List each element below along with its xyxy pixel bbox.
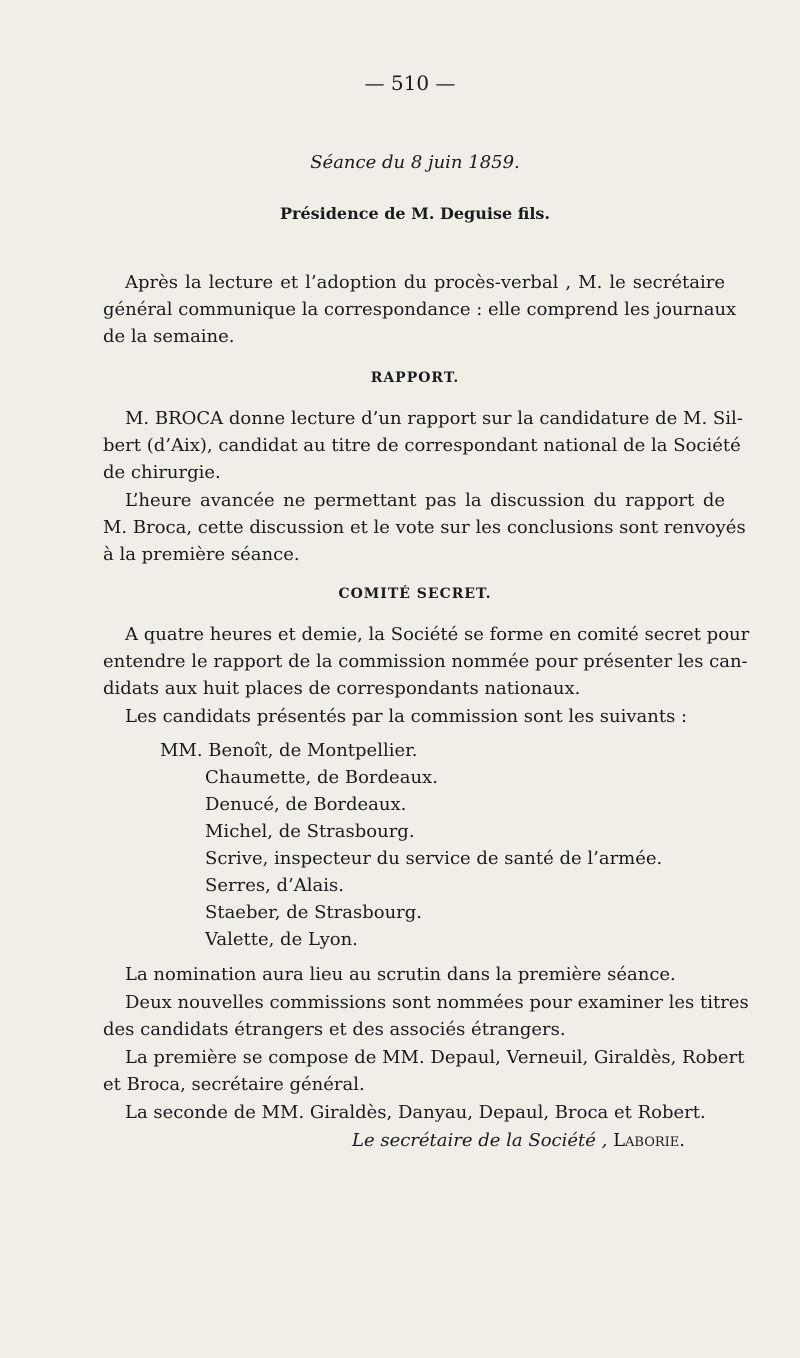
rapport-line: L’heure avancée ne permettant pas la discussion du rapport de: [125, 490, 725, 511]
rapport-line: M. BROCA donne lecture d’un rapport sur la candidature de M. Sil-: [125, 408, 743, 429]
candidate-item: Serres, d’Alais.: [205, 875, 344, 896]
session-title: Séance du 8 juin 1859.: [310, 152, 520, 173]
candidate-item: Valette, de Lyon.: [205, 929, 358, 950]
comite-line: didats aux huit places de correspondants nationaux.: [103, 678, 581, 699]
page-number: — 510 —: [364, 71, 456, 95]
comite-line: A quatre heures et demie, la Société se forme en comité secret pour: [125, 624, 750, 645]
comite-line: entendre le rapport de la commission nommée pour présenter les can-: [103, 651, 748, 672]
intro-line: Après la lecture et l’adoption du procès-verbal , M. le secrétaire: [125, 272, 725, 293]
intro-line: de la semaine.: [103, 326, 235, 347]
comite-line: Les candidats présentés par la commission sont les suivants :: [125, 706, 688, 727]
closing-line: La première se compose de MM. Depaul, Verneuil, Giraldès, Robert: [125, 1047, 745, 1068]
rapport-heading: RAPPORT.: [370, 370, 460, 386]
candidate-item: Chaumette, de Bordeaux.: [205, 767, 438, 788]
rapport-line: à la première séance.: [103, 544, 300, 565]
candidate-item: Scrive, inspecteur du service de santé de l’armée.: [205, 848, 663, 869]
signature: [352, 1130, 685, 1152]
candidate-item: MM. Benoît, de Montpellier.: [160, 740, 418, 761]
signature-title: Le secrétaire de la Société ,: [352, 1130, 608, 1151]
candidate-item: Michel, de Strasbourg.: [205, 821, 415, 842]
closing-line: et Broca, secrétaire général.: [103, 1074, 365, 1095]
presidency-line: Présidence de M. Deguise fils.: [279, 204, 550, 223]
closing-line: La nomination aura lieu au scrutin dans la première séance.: [125, 964, 676, 985]
closing-line: Deux nouvelles commissions sont nommées pour examiner les titres: [125, 992, 749, 1013]
comite-heading: COMITÉ SECRET.: [338, 586, 492, 602]
closing-line: des candidats étrangers et des associés étrangers.: [103, 1019, 566, 1040]
candidate-item: Staeber, de Strasbourg.: [205, 902, 423, 923]
rapport-line: de chirurgie.: [103, 462, 221, 483]
signature-name: Laborie.: [613, 1130, 686, 1151]
intro-line: général communique la correspondance : elle comprend les journaux: [103, 299, 737, 320]
closing-line: La seconde de MM. Giraldès, Danyau, Depaul, Broca et Robert.: [125, 1102, 706, 1123]
rapport-line: M. Broca, cette discussion et le vote sur les conclusions sont renvoyés: [103, 517, 746, 538]
rapport-line: bert (d’Aix), candidat au titre de correspondant national de la Société: [103, 435, 741, 456]
candidate-item: Denucé, de Bordeaux.: [205, 794, 407, 815]
